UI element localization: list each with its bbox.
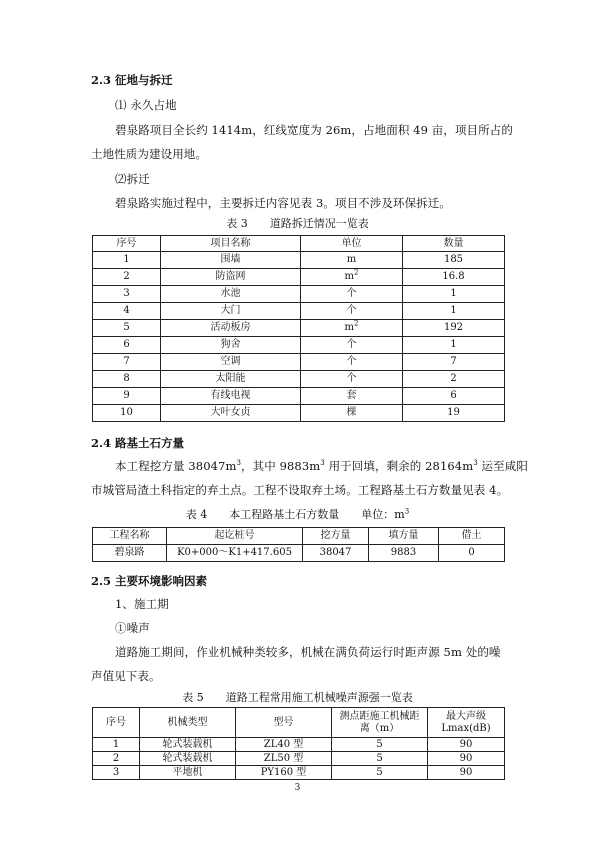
- table-cell: 活动板房: [161, 320, 301, 337]
- table-row: [93, 303, 505, 320]
- table-cell: 碧泉路: [93, 545, 167, 562]
- table-cell: 1: [93, 252, 161, 269]
- table-row: [93, 320, 505, 337]
- table-5-header-cell: 最大声级Lmax(dB): [428, 708, 505, 738]
- subsection-noise: ①噪声: [115, 621, 150, 635]
- table-3-header-cell: 序号: [93, 236, 161, 252]
- table-3: [92, 235, 505, 422]
- table-row: [93, 752, 505, 766]
- table-cell: 38047: [303, 545, 369, 562]
- table-cell: 个: [301, 303, 403, 320]
- table-cell: 个: [301, 286, 403, 303]
- paragraph-earthwork-line2: 市城管局渣土科指定的弃土点。工程不设取弃土场。工程路基土石方数量见表 4。: [91, 483, 509, 497]
- table-5-header-cell: 机械类型: [140, 708, 236, 738]
- table-cell: 90: [428, 766, 505, 780]
- table-row: [93, 286, 505, 303]
- table-4-header-cell: 借土: [439, 528, 505, 545]
- table-3-header-cell: 单位: [301, 236, 403, 252]
- table-cell: 大叶女贞: [161, 405, 301, 422]
- table-cell: 轮式装载机: [140, 738, 236, 752]
- table-cell: 围墙: [161, 252, 301, 269]
- table-4-header-cell: 挖方量: [303, 528, 369, 545]
- table-3-caption: 表 3 道路拆迁情况一览表: [226, 217, 369, 230]
- table-cell: PY160 型: [236, 766, 332, 780]
- table-cell: 1: [93, 738, 140, 752]
- table-cell: 90: [428, 738, 505, 752]
- paragraph-land-line2: 土地性质为建设用地。: [91, 147, 207, 161]
- table-cell: 轮式装载机: [140, 752, 236, 766]
- table-5-header-cell: 型号: [236, 708, 332, 738]
- table-4-caption: 表 4 本工程路基土石方数量 单位：$m^3$: [185, 507, 410, 521]
- table-cell: 1: [403, 303, 505, 320]
- section-2-4-heading: 2.4 路基土石方量: [91, 436, 185, 450]
- paragraph-earthwork-line1: 本工程挖方量 $38047m^3$，其中 $9883m^3$ 用于回填，剩余的 $28164m^3$ 运至咸阳: [115, 459, 528, 473]
- table-row: [93, 252, 505, 269]
- table-cell: 5: [332, 738, 428, 752]
- table-4-header-cell: 填方量: [369, 528, 439, 545]
- table-row: [93, 738, 505, 752]
- section-2-3-heading: 2.3 征地与拆迁: [91, 73, 173, 87]
- table-row: [93, 337, 505, 354]
- table-cell: 个: [301, 354, 403, 371]
- table-cell: 太阳能: [161, 371, 301, 388]
- page-number: 3: [294, 783, 301, 793]
- table-cell: 个: [301, 371, 403, 388]
- table-cell: 3: [93, 286, 161, 303]
- table-4-header-cell: 工程名称: [93, 528, 167, 545]
- table-cell: 大门: [161, 303, 301, 320]
- section-2-5-heading: 2.5 主要环境影响因素: [91, 574, 208, 588]
- table-3-header-cell: 项目名称: [161, 236, 301, 252]
- table-4-header: [93, 528, 505, 545]
- table-cell: 1: [403, 286, 505, 303]
- table-cell: 9883: [369, 545, 439, 562]
- table-cell: 6: [93, 337, 161, 354]
- table-cell: 2: [93, 752, 140, 766]
- table-cell: 16.8: [403, 269, 505, 286]
- table-cell: 185: [403, 252, 505, 269]
- table-cell: 9: [93, 388, 161, 405]
- table-cell: ZL50 型: [236, 752, 332, 766]
- table-cell: 2: [93, 269, 161, 286]
- table-cell: 5: [93, 320, 161, 337]
- table-cell: 水池: [161, 286, 301, 303]
- subsection-construction-period: 1、施工期: [115, 597, 169, 611]
- table-row: [93, 371, 505, 388]
- table-cell: 空调: [161, 354, 301, 371]
- table-row: [93, 766, 505, 780]
- table-row: [93, 269, 505, 286]
- table-cell: 5: [332, 752, 428, 766]
- item-demolition: ⑵拆迁: [115, 172, 150, 186]
- table-3-header-cell: 数量: [403, 236, 505, 252]
- table-cell: 10: [93, 405, 161, 422]
- table-5-header-cell: 测点距施工机械距离（m）: [332, 708, 428, 738]
- table-row: [93, 405, 505, 422]
- table-row: [93, 388, 505, 405]
- table-cell-unit-m2: $m^2$: [301, 269, 403, 286]
- table-cell: 有线电视: [161, 388, 301, 405]
- table-cell: 狗舍: [161, 337, 301, 354]
- table-cell: 2: [403, 371, 505, 388]
- paragraph-noise-line1: 道路施工期间，作业机械种类较多，机械在满负荷运行时距声源 5m 处的噪: [115, 645, 501, 659]
- paragraph-demolition: 碧泉路实施过程中，主要拆迁内容见表 3。项目不涉及环保拆迁。: [115, 196, 451, 210]
- table-5-header: [93, 708, 505, 738]
- table-cell: 套: [301, 388, 403, 405]
- table-cell: 90: [428, 752, 505, 766]
- table-cell: 7: [93, 354, 161, 371]
- table-cell: 8: [93, 371, 161, 388]
- table-cell: 3: [93, 766, 140, 780]
- table-cell: ZL40 型: [236, 738, 332, 752]
- table-5-caption: 表 5 道路工程常用施工机械噪声源强一览表: [182, 691, 413, 704]
- table-cell: 1: [403, 337, 505, 354]
- table-cell: 个: [301, 337, 403, 354]
- table-cell: 19: [403, 405, 505, 422]
- table-row: [93, 354, 505, 371]
- table-cell: 192: [403, 320, 505, 337]
- table-cell: K0+000～K1+417.605: [167, 545, 303, 562]
- table-cell: 棵: [301, 405, 403, 422]
- table-4-header-cell: 起讫桩号: [167, 528, 303, 545]
- table-row: [93, 545, 505, 562]
- table-cell: 0: [439, 545, 505, 562]
- table-3-header: [93, 236, 505, 252]
- paragraph-noise-line2: 声值见下表。: [91, 669, 161, 683]
- paragraph-land-line1: 碧泉路项目全长约 1414m，红线宽度为 26m，占地面积 49 亩，项目所占的: [115, 123, 513, 137]
- table-cell: 6: [403, 388, 505, 405]
- table-cell: m: [301, 252, 403, 269]
- table-cell: 4: [93, 303, 161, 320]
- table-cell: 7: [403, 354, 505, 371]
- item-permanent-land: ⑴ 永久占地: [115, 98, 177, 112]
- table-cell: 防盗网: [161, 269, 301, 286]
- table-cell-unit-m2: $m^2$: [301, 320, 403, 337]
- table-cell: 5: [332, 766, 428, 780]
- table-5-header-cell: 序号: [93, 708, 140, 738]
- table-5: [92, 707, 505, 780]
- table-cell: 平地机: [140, 766, 236, 780]
- table-4: [92, 527, 505, 562]
